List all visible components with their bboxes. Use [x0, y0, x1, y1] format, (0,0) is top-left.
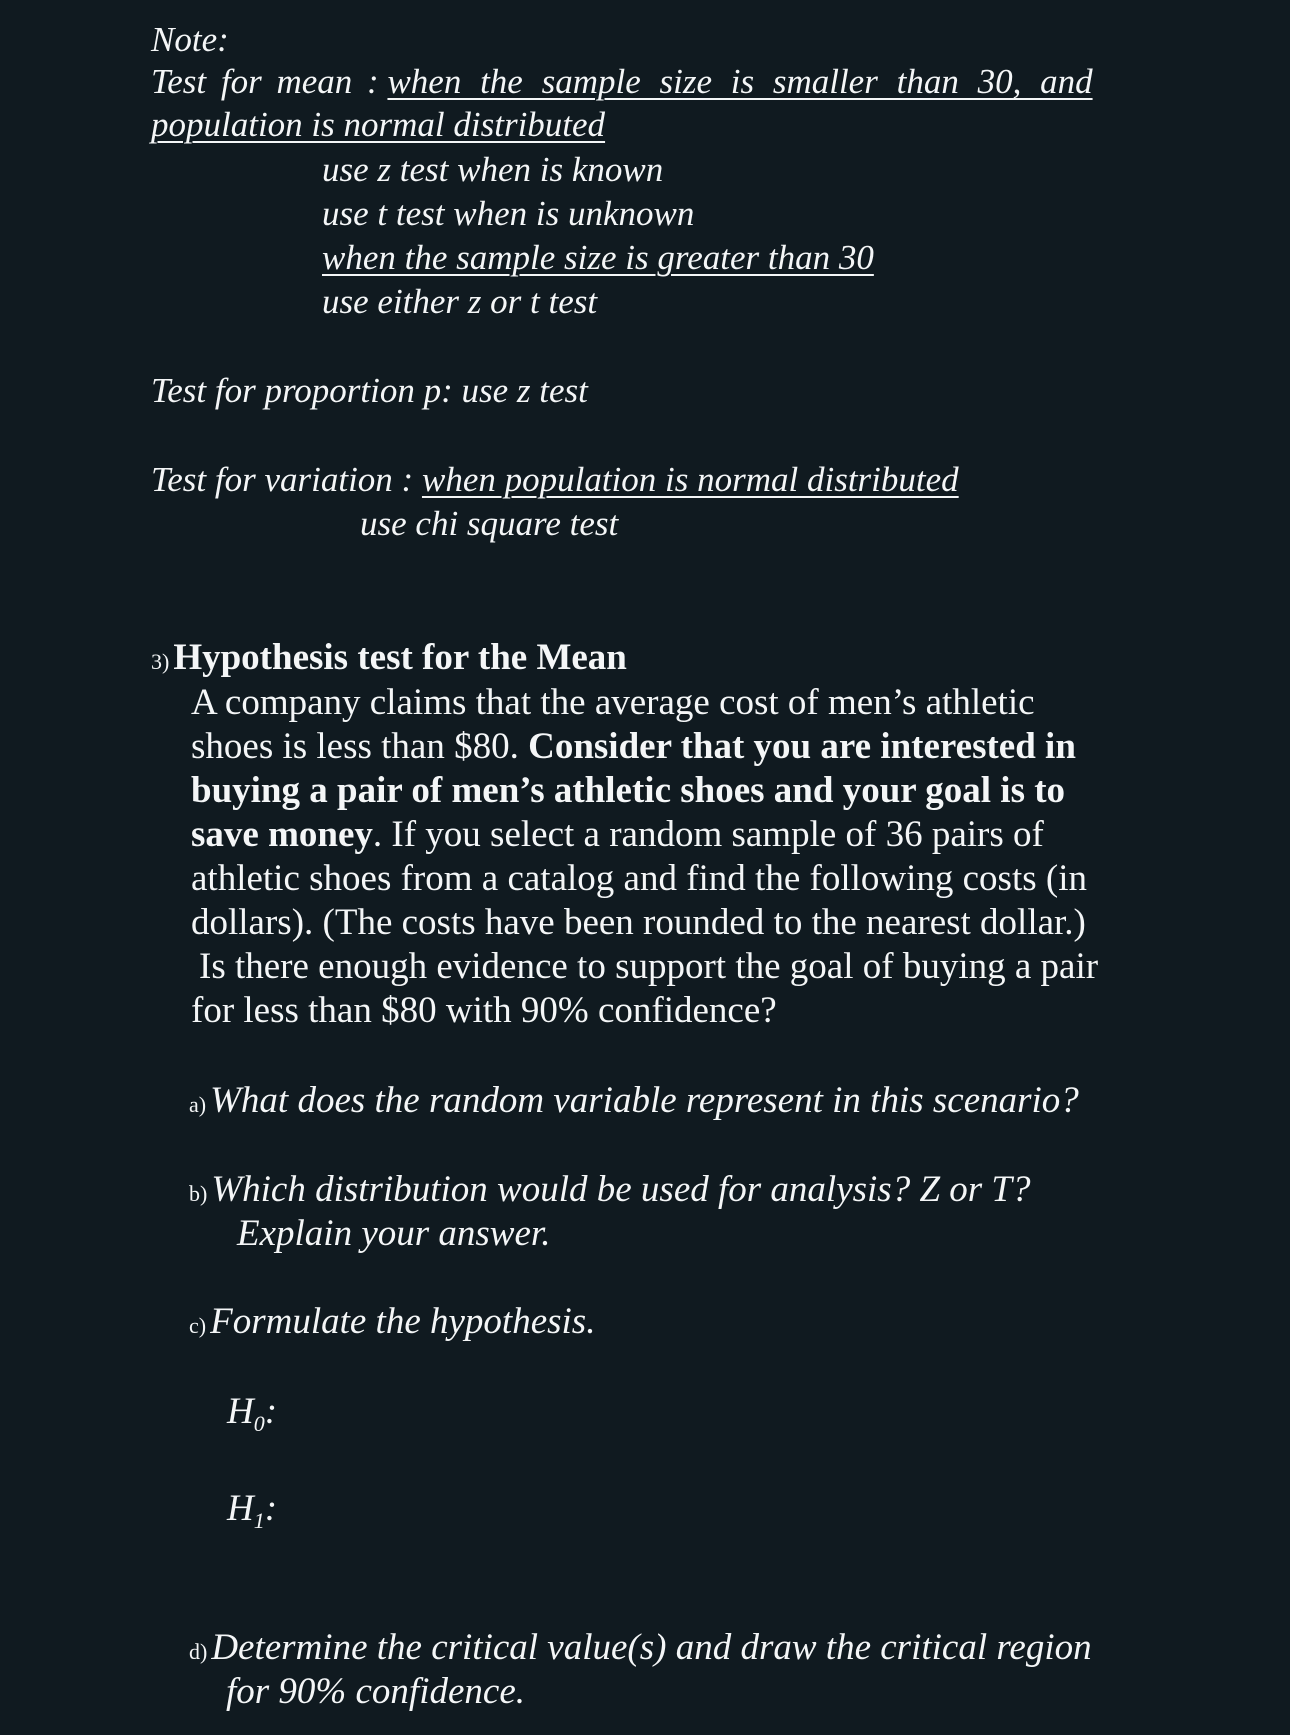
problem-title: Hypothesis test for the Mean: [173, 637, 627, 678]
note-label: Note:: [151, 20, 229, 59]
alt-hypothesis: [227, 1490, 277, 1532]
proportion-test: Test for proportion p: use z test: [151, 371, 588, 410]
problem-line-5: athletic shoes from a catalog and find the following costs (in: [191, 858, 1087, 899]
question-c-label: c): [189, 1313, 207, 1338]
variation-condition: when population is normal distributed: [421, 460, 959, 499]
problem-line-1: A company claims that the average cost of men’s athletic: [191, 682, 1035, 723]
question-c-text: Formulate the hypothesis.: [210, 1301, 596, 1342]
question-c: [189, 1303, 595, 1340]
problem-line-6: dollars). (The costs have been rounded to the nearest dollar.): [191, 902, 1086, 943]
question-a-label: a): [189, 1092, 207, 1117]
h1-colon: :: [264, 1488, 278, 1529]
question-a: [189, 1082, 1079, 1119]
null-hypothesis: [227, 1393, 277, 1435]
h0-colon: :: [264, 1391, 278, 1432]
problem-line-4-normal: . If you select a random sample of 36 pairs of: [372, 814, 1044, 855]
h0-subscript: 0: [253, 1411, 265, 1436]
problem-line-8: for less than $80 with 90% confidence?: [191, 990, 777, 1031]
problem-line-2: [191, 728, 1076, 765]
problem-heading: [151, 639, 627, 676]
question-d-label: d): [189, 1639, 208, 1664]
question-a-text: What does the random variable represent in this scenario?: [210, 1080, 1079, 1121]
mean-condition-1: when the sample size is smaller than 30, and: [387, 62, 1093, 101]
h0-letter: H: [227, 1391, 254, 1432]
problem-line-4-bold: save money: [191, 814, 373, 855]
problem-line-2-normal: shoes is less than $80.: [191, 726, 519, 767]
variation-test-line: [151, 462, 959, 497]
question-d-text-2: for 90% confidence.: [226, 1671, 525, 1712]
problem-line-2-bold: Consider that you are interested in: [528, 726, 1076, 767]
problem-line-4: [191, 816, 1044, 853]
use-either: use either z or t test: [322, 282, 598, 321]
greater-condition: when the sample size is greater than 30: [322, 238, 874, 277]
problem-line-7: Is there enough evidence to support the goal of buying a pair: [199, 946, 1099, 987]
h1-subscript: 1: [253, 1508, 265, 1533]
mean-test-label: Test for mean :: [151, 62, 379, 101]
use-chi-square: use chi square test: [360, 504, 619, 543]
question-d: [189, 1629, 1092, 1666]
question-d-text-1: Determine the critical value(s) and draw the critical region: [211, 1627, 1092, 1668]
question-b: [189, 1171, 1031, 1208]
use-z-known: use z test when is known: [322, 150, 664, 189]
question-b-label: b): [189, 1181, 208, 1206]
problem-line-3: buying a pair of men’s athletic shoes and your goal is to: [191, 770, 1066, 811]
question-b-text-1: Which distribution would be used for analysis? Z or T?: [211, 1169, 1031, 1210]
use-t-unknown: use t test when is unknown: [322, 194, 695, 233]
question-b-text-2: Explain your answer.: [237, 1213, 551, 1254]
problem-number: 3): [151, 649, 170, 674]
mean-test-line: [151, 64, 1093, 99]
h1-letter: H: [227, 1488, 254, 1529]
mean-condition-2: population is normal distributed: [151, 105, 606, 144]
variation-test-label: Test for variation :: [151, 460, 414, 499]
